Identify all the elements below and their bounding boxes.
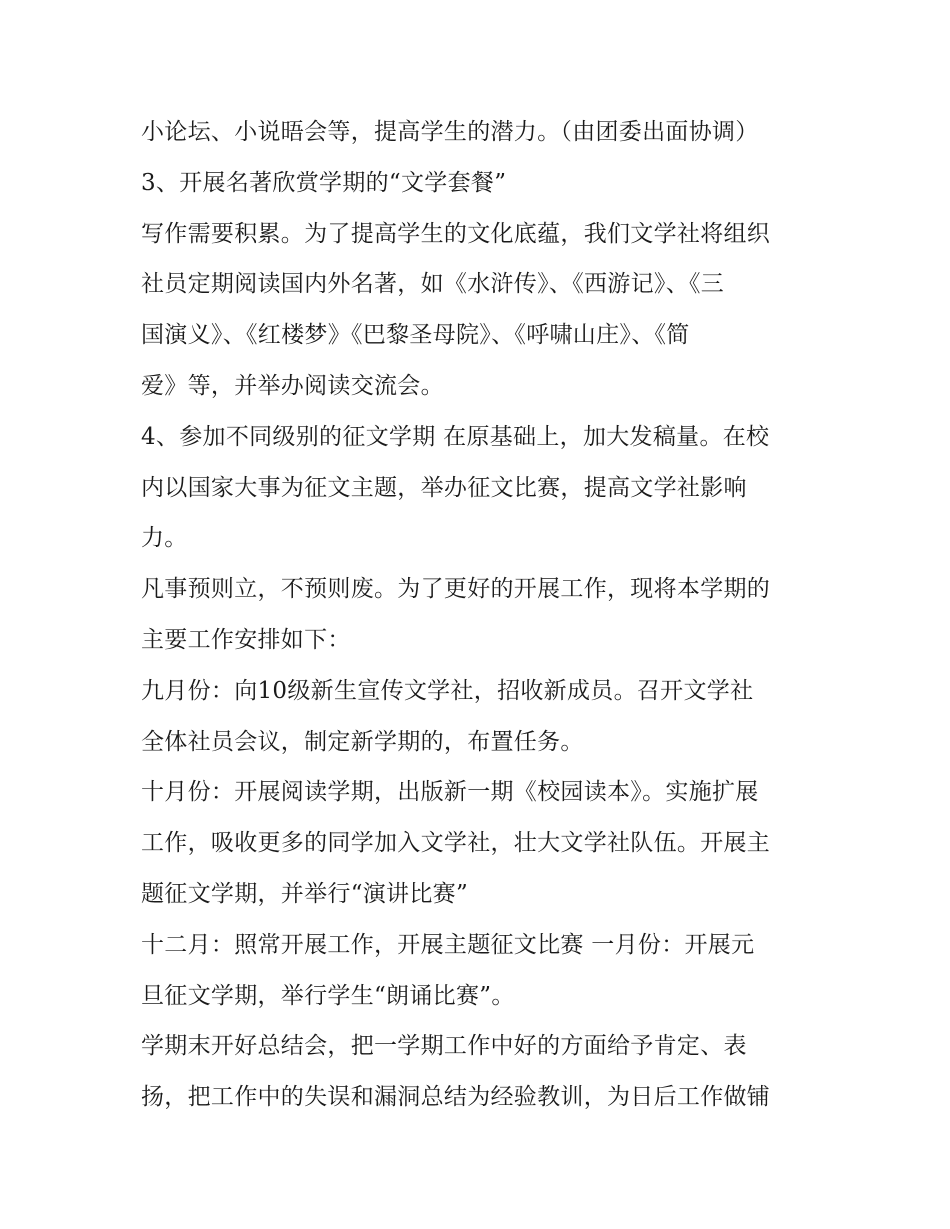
text-line: 国演义》、《红楼梦》《巴黎圣母院》、《呼啸山庄》、《简: [141, 322, 690, 349]
text-line: 十月份：开展阅读学期，出版新一期《校园读本》。实施扩展: [141, 779, 759, 806]
document-body: [141, 107, 821, 1123]
text-line: 3、开展名著欣赏学期的“文学套餐”: [141, 169, 507, 196]
text-line: 小论坛、小说晤会等，提高学生的潜力。（由团委出面协调）: [141, 119, 759, 145]
text-line: 扬，把工作中的失误和漏洞总结为经验教训，为日后工作做铺: [141, 1084, 771, 1111]
text-line: 写作需要积累。为了提高学生的文化底蕴，我们文学社将组织: [141, 220, 771, 247]
text-line: 九月份：向10级新生宣传文学社，招收新成员。召开文学社: [141, 677, 754, 704]
text-line: 爱》等，并举办阅读交流会。: [141, 372, 444, 399]
text-line: 主要工作安排如下：: [141, 626, 351, 653]
text-line: 力。: [141, 525, 188, 552]
text-line: 凡事预则立，不预则废。为了更好的开展工作，现将本学期的: [141, 576, 771, 603]
text-line: 社员定期阅读国内外名著，如《水浒传》、《西游记》、《三: [141, 271, 725, 298]
text-line: 内以国家大事为征文主题，举办征文比赛，提高文学社影响: [141, 474, 747, 501]
text-line: 十二月：照常开展工作，开展主题征文比赛 一月份：开展元: [141, 931, 755, 958]
text-line: 4、参加不同级别的征文学期 在原基础上，加大发稿量。在校: [141, 423, 770, 450]
text-line: 工作，吸收更多的同学加入文学社，壮大文学社队伍。开展主: [141, 830, 771, 857]
text-line: 学期末开好总结会，把一学期工作中好的方面给予肯定、表: [141, 1033, 747, 1060]
text-line: 题征文学期，并举行“演讲比赛”: [141, 880, 469, 907]
text-line: 旦征文学期，举行学生“朗诵比赛”。: [141, 982, 515, 1009]
text-line: 全体社员会议，制定新学期的，布置任务。: [141, 728, 584, 755]
